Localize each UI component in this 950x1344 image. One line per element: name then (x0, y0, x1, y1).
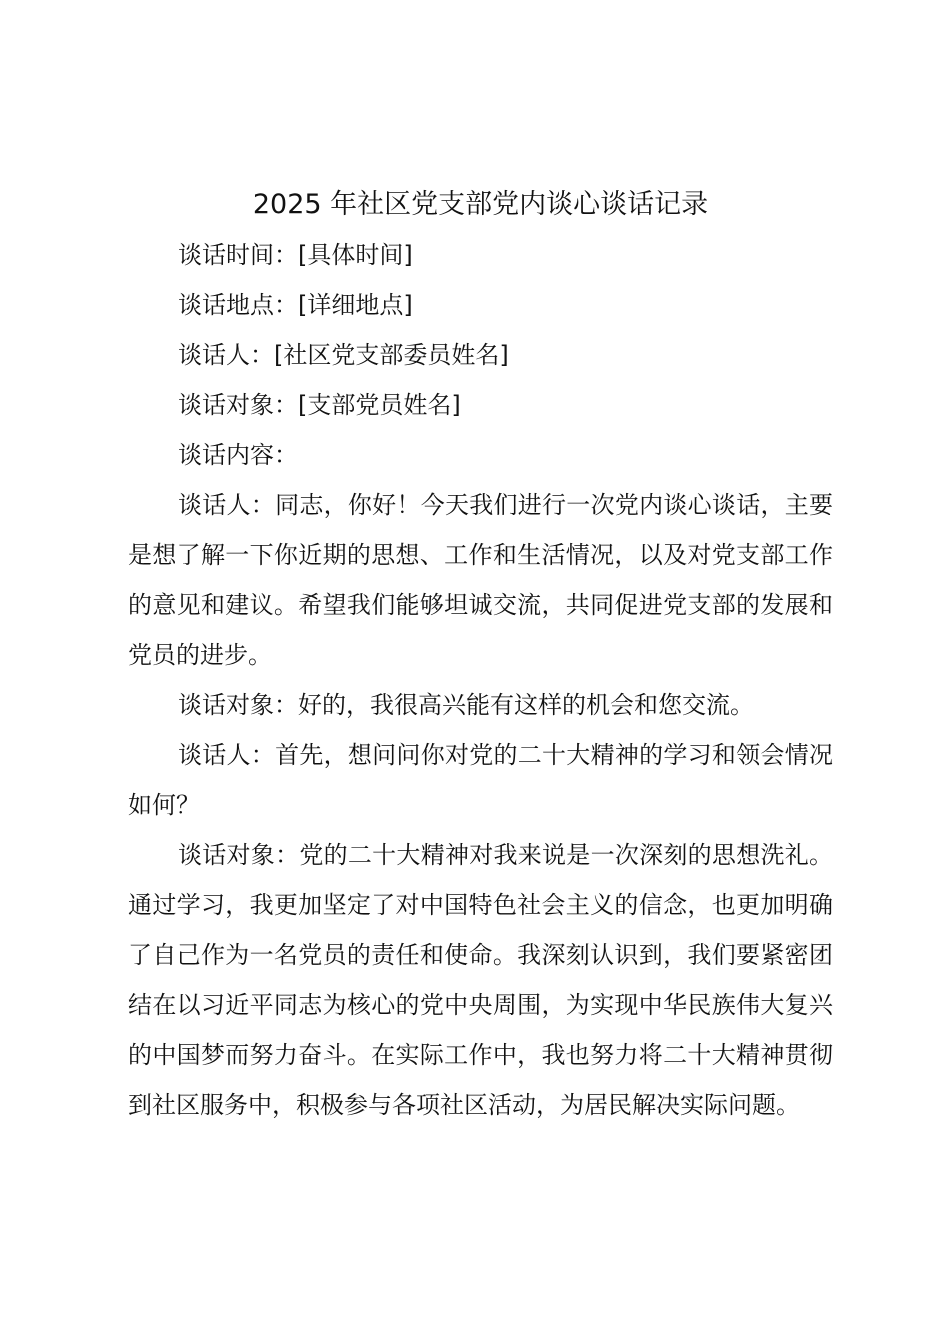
meta-location: 谈话地点：[详细地点] (178, 291, 413, 319)
paragraph-2: 谈话对象：好的，我很高兴能有这样的机会和您交流。 (178, 691, 754, 719)
paragraph-3: 谈话人：首先，想问问你对党的二十大精神的学习和领会情况如何？ (128, 741, 833, 819)
document-page (128, 180, 833, 1130)
document-title: 2025 年社区党支部党内谈心谈话记录 (252, 189, 709, 220)
meta-interviewer: 谈话人：[社区党支部委员姓名] (178, 341, 509, 369)
paragraph-4: 谈话对象：党的二十大精神对我来说是一次深刻的思想洗礼。通过学习，我更加坚定了对中国特色社会主义的信念，也更加明确了自己作为一名党员的责任和使命。我深刻认识到，我们要紧密团结在以习近平同志为核心的党中央周围，为实现中华民族伟大复兴的中国梦而努力奋斗。在实际工作中，我也努力将二十大精神贯彻到社区服务中，积极参与各项社区活动，为居民解决实际问题。 (128, 841, 833, 1119)
meta-content-label: 谈话内容： (178, 441, 298, 469)
paragraph-1: 谈话人：同志，你好！今天我们进行一次党内谈心谈话，主要是想了解一下你近期的思想、工作和生活情况，以及对党支部工作的意见和建议。希望我们能够坦诚交流，共同促进党支部的发展和党员的进步。 (128, 491, 833, 669)
meta-time: 谈话时间：[具体时间] (178, 241, 413, 269)
meta-interviewee: 谈话对象：[支部党员姓名] (178, 391, 461, 419)
